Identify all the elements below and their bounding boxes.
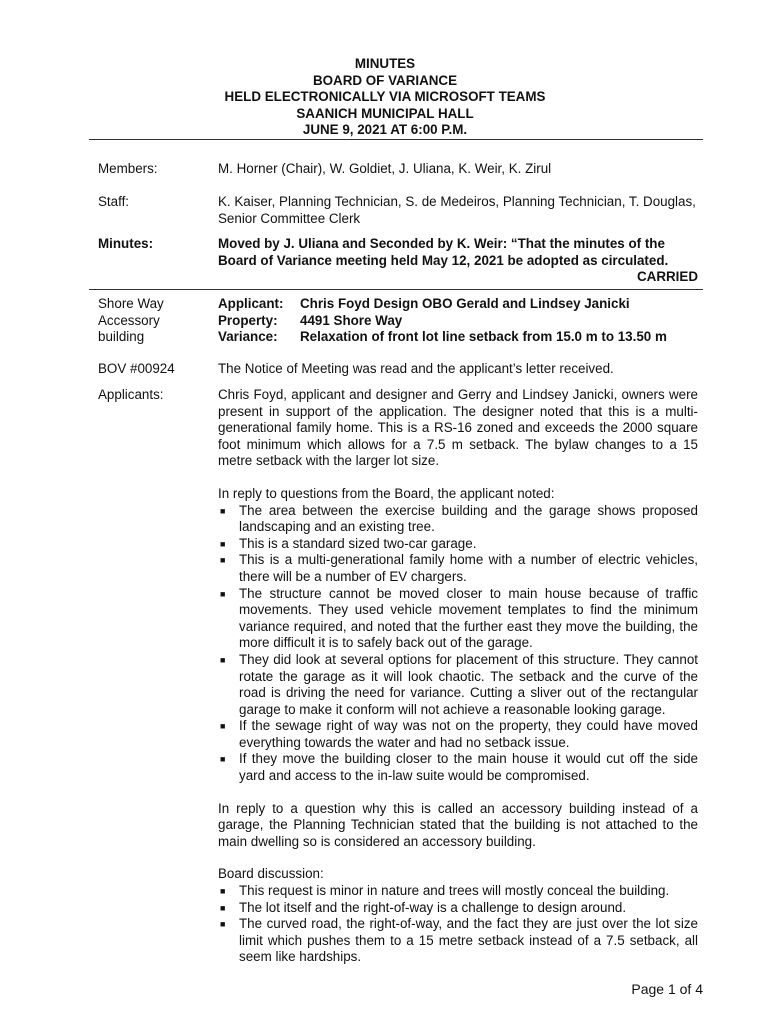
list-item: ■ This is a multi-generational family home with a number of electric vehicles, there will be a number of EV chargers. <box>220 552 698 584</box>
application-label-line2: Accessory <box>98 312 160 328</box>
bullet-icon: ■ <box>220 754 226 765</box>
bullet-icon: ■ <box>220 902 226 913</box>
applicants-body <box>218 387 698 966</box>
header-board: BOARD OF VARIANCE <box>312 72 458 88</box>
bullet-icon: ■ <box>220 588 226 599</box>
staff-text: K. Kaiser, Planning Technician, S. de Medeiros, Planning Technician, T. Douglas, Senior Committee Clerk <box>218 194 696 226</box>
page-number: Page 1 of 4 <box>631 981 703 997</box>
list-item: ■ If they move the building closer to the main house it would cut off the side yard and access to the in-law suite would be compromised. <box>220 751 698 784</box>
bullet-icon: ■ <box>220 538 226 549</box>
list-item: ■ They did look at several options for placement of this structure. They cannot rotate the garage as it will look chaotic. The setback and the curve of the road is driving the need for variance. Cutting a sliver out of the rectangular garage to make it conform will not achieve a reasonable looking garage. <box>220 651 698 717</box>
property-key: Property: <box>218 312 278 328</box>
application-label-line3: building <box>98 329 145 345</box>
board-discussion-section <box>218 866 698 966</box>
bov-text: The Notice of Meeting was read and the applicant’s letter received. <box>218 361 614 376</box>
document-header <box>0 56 770 139</box>
minutes-motion-text: Moved by J. Uliana and Seconded by K. Weir: “That the minutes of the Board of Variance meeting held May 12, 2021 be adopted as circulated. <box>218 236 669 268</box>
members-label: Members: <box>98 161 158 176</box>
property-line <box>218 313 698 330</box>
applicants-paragraph-3: In reply to a question why this is called an accessory building instead of a garage, the Planning Technician stated that the building is not attached to the main dwelling so is considered an accessory building. <box>218 800 698 849</box>
bullet-icon: ■ <box>220 886 226 897</box>
header-held: HELD ELECTRONICALLY VIA MICROSOFT TEAMS <box>224 89 546 105</box>
staff-label: Staff: <box>98 194 130 209</box>
list-item: ■ The lot itself and the right-of-way is a challenge to design around. <box>220 899 627 915</box>
header-title: MINUTES <box>354 56 416 71</box>
minutes-label: Minutes: <box>98 236 154 251</box>
variance-key: Variance: <box>218 329 278 345</box>
bullet-icon: ■ <box>220 919 226 930</box>
list-item: ■ This is a standard sized two-car garage. <box>220 535 477 551</box>
members-text: M. Horner (Chair), W. Goldiet, J. Uliana, K. Weir, K. Zirul <box>218 161 552 176</box>
minutes-motion <box>218 236 698 286</box>
application-label <box>98 296 213 346</box>
applicants-paragraph-1: Chris Foyd, applicant and designer and Gerry and Lindsey Janicki, owners were present in support of the application. The designer noted that this is a multi-generational family home. This is a RS-16 zoned and exceeds the 2000 square foot minimum which allows for a 7.5 m setback. The bylaw changes to a 15 metre setback with the larger lot size. <box>218 387 698 469</box>
variance-line <box>218 329 698 346</box>
applicant-line <box>218 296 698 313</box>
applicant-key: Applicant: <box>218 296 284 311</box>
list-item: ■ The area between the exercise building and the garage shows proposed landscaping and an existing tree. <box>220 502 698 535</box>
applicant-value: Chris Foyd Design OBO Gerald and Lindsey Janicki <box>300 296 630 311</box>
header-divider <box>89 139 703 140</box>
header-date: JUNE 9, 2021 AT 6:00 P.M. <box>302 122 468 138</box>
board-discussion-intro: Board discussion: <box>218 866 324 882</box>
bov-label: BOV #00924 <box>98 361 175 376</box>
bullet-icon: ■ <box>220 721 226 732</box>
list-item: ■ The curved road, the right-of-way, and the fact they are just over the lot size limit which pushes them to a 15 metre setback instead of a 7.5 setback, all seem like hardships. <box>220 916 698 965</box>
application-details <box>218 296 698 346</box>
variance-value: Relaxation of front lot line setback from 15.0 m to 13.50 m <box>300 329 667 345</box>
application-label-line1: Shore Way <box>98 296 164 311</box>
bullet-icon: ■ <box>220 555 226 566</box>
board-questions-intro: In reply to questions from the Board, the applicant noted: <box>218 485 555 501</box>
board-questions-list <box>218 503 698 785</box>
header-location: SAANICH MUNICIPAL HALL <box>296 105 474 121</box>
list-item: ■ This request is minor in nature and trees will mostly conceal the building. <box>220 883 670 899</box>
minutes-divider <box>89 289 703 290</box>
carried-label: CARRIED <box>636 269 698 285</box>
list-item: ■ The structure cannot be moved closer to main house because of traffic movements. They used vehicle movement templates to find the minimum variance required, and noted that the further east they move the building, the more difficult it is to safely back out of the garage. <box>220 585 698 651</box>
list-item: ■ If the sewage right of way was not on the property, they could have moved everything towards the water and had no setback issue. <box>220 718 698 750</box>
property-value: 4491 Shore Way <box>300 312 403 328</box>
bullet-icon: ■ <box>220 505 226 516</box>
applicants-label: Applicants: <box>98 387 164 402</box>
board-questions-section <box>218 486 698 785</box>
board-discussion-list <box>218 883 698 966</box>
bullet-icon: ■ <box>220 654 226 665</box>
